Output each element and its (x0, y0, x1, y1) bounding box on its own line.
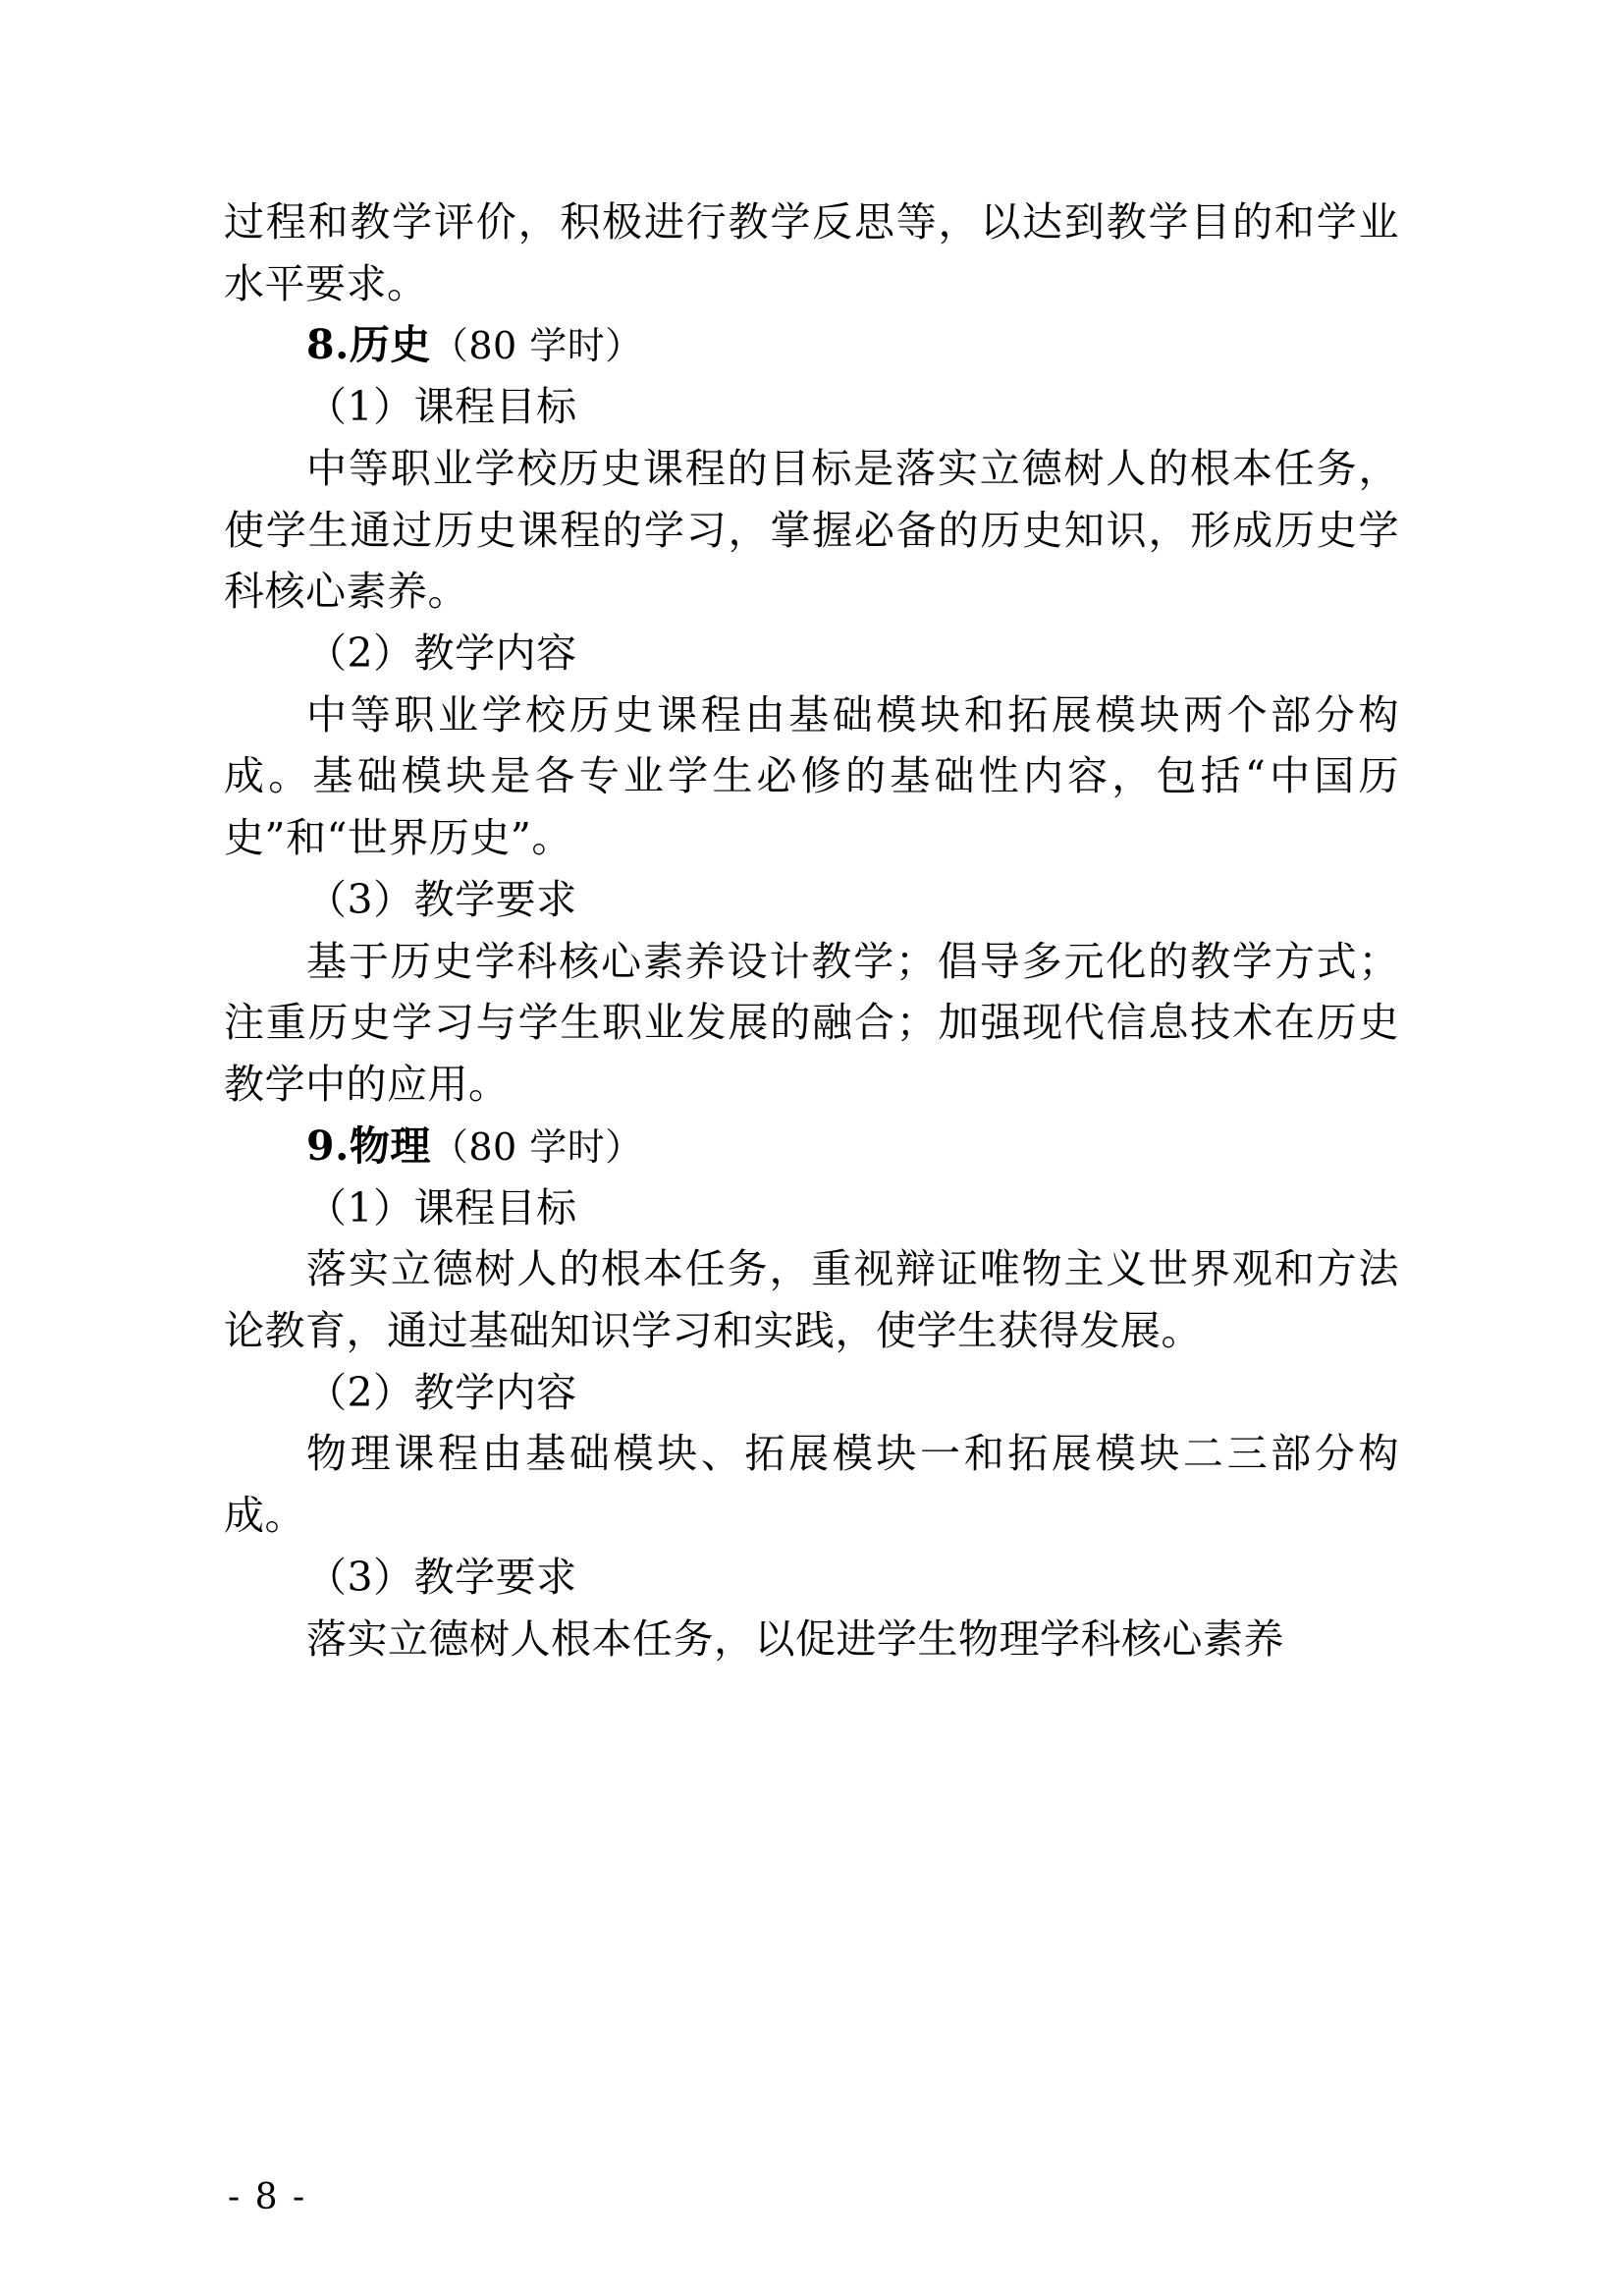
section-heading-history-hours: （80 学时） (430, 324, 643, 368)
paragraph-history-content: 中等职业学校历史课程由基础模块和拓展模块两个部分构成。基础模块是各专业学生必修的基础性内容，包括“中国历史”和“世界历史”。 (224, 690, 1399, 862)
section-heading-physics (224, 1116, 1399, 1177)
subheading-physics-requirements: （3）教学要求 (306, 1553, 577, 1601)
paragraph-physics-requirements: 落实立德树人根本任务，以促进学生物理学科核心素养 (306, 1614, 1285, 1663)
paragraph-continuation: 过程和教学评价，积极进行教学反思等，以达到教学目的和学业水平要求。 (224, 198, 1399, 307)
paragraph-physics-content: 物理课程由基础模块、拓展模块一和拓展模块二三部分构成。 (224, 1430, 1399, 1540)
subheading-physics-content: （2）教学内容 (306, 1368, 577, 1416)
paragraph-history-requirements: 基于历史学科核心素养设计教学；倡导多元化的教学方式；注重历史学习与学生职业发展的融合；加强现代信息技术在历史教学中的应用。 (224, 937, 1399, 1109)
subheading-history-objectives: （1）课程目标 (306, 383, 577, 431)
section-heading-physics-title: 9.物理 (306, 1121, 431, 1170)
subheading-physics-objectives: （1）课程目标 (306, 1183, 577, 1231)
subheading-history-content: （2）教学内容 (306, 629, 577, 678)
page-number: - 8 - (228, 2177, 307, 2217)
subheading-history-requirements: （3）教学要求 (306, 875, 577, 923)
paragraph-history-objectives: 中等职业学校历史课程的目标是落实立德树人的根本任务，使学生通过历史课程的学习，掌握必备的历史知识，形成历史学科核心素养。 (224, 444, 1399, 616)
section-heading-history (224, 314, 1399, 376)
paragraph-physics-objectives: 落实立德树人的根本任务，重视辩证唯物主义世界观和方法论教育，通过基础知识学习和实践，使学生获得发展。 (224, 1245, 1399, 1354)
section-heading-history-title: 8.历史 (306, 321, 431, 369)
section-heading-physics-hours: （80 学时） (430, 1124, 643, 1169)
